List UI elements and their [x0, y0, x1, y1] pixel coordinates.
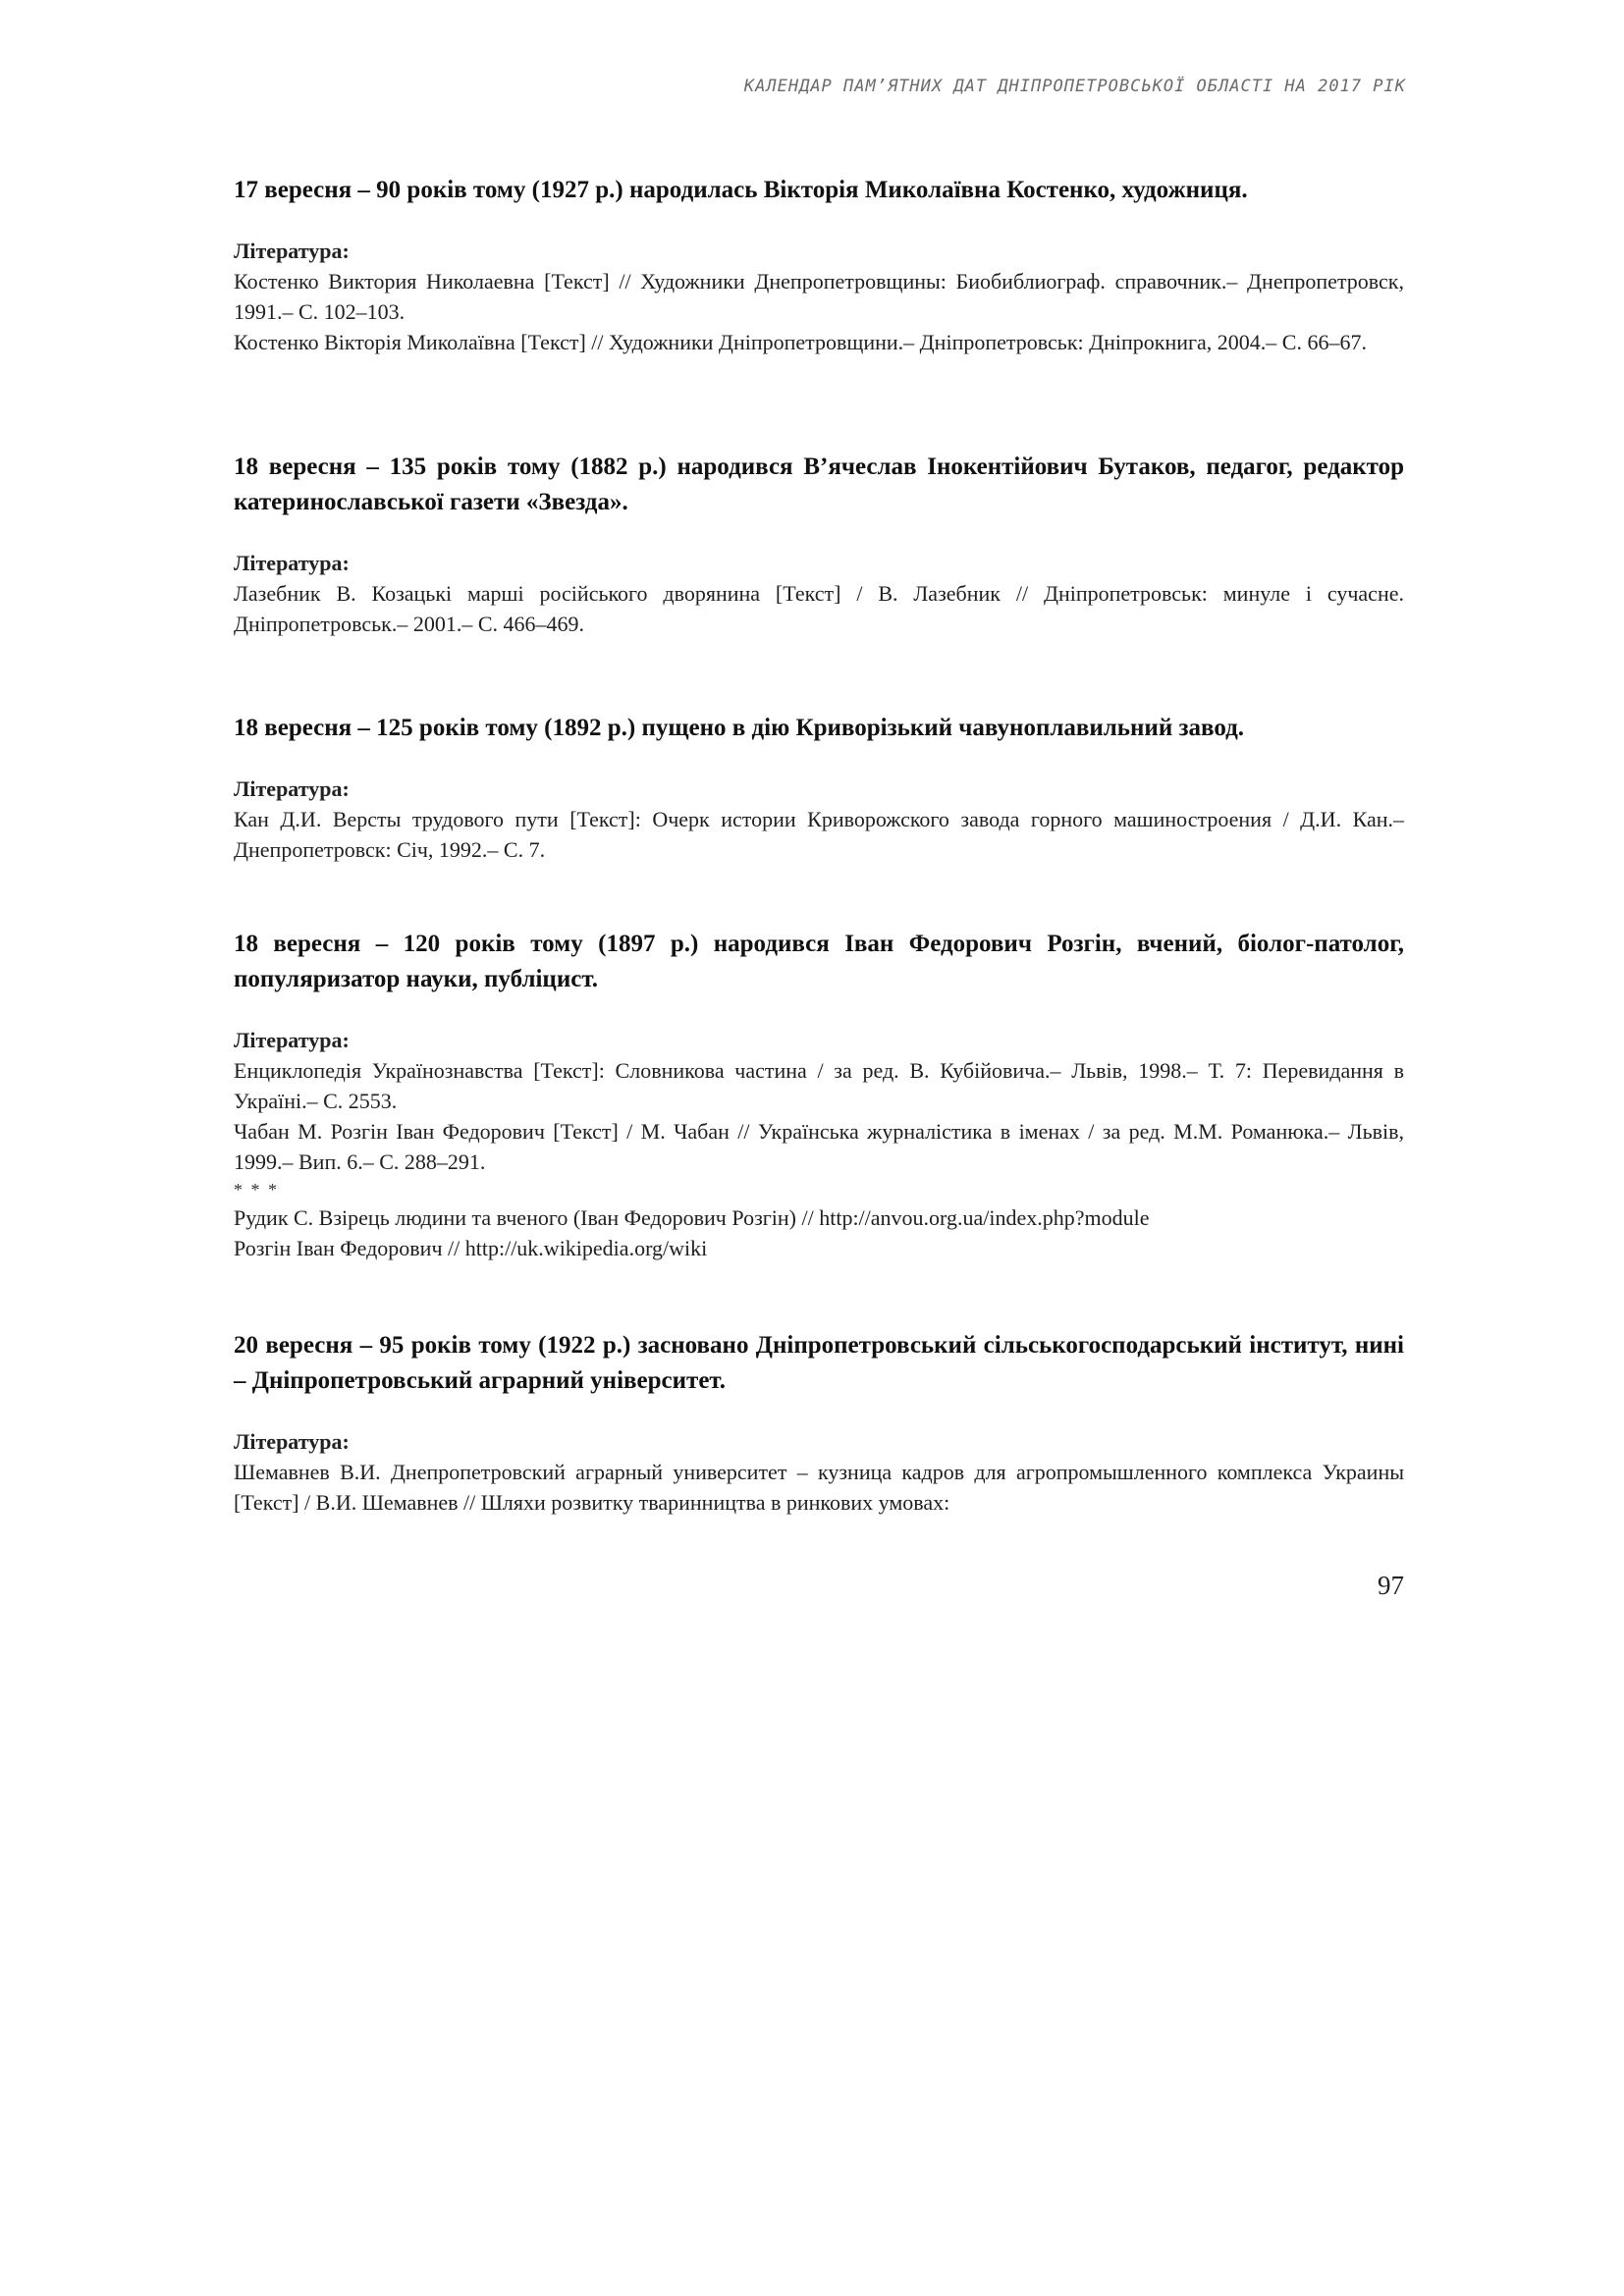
literature-label: Література: — [234, 239, 350, 263]
section-separator: * * * — [234, 1180, 279, 1200]
online-reference-item: Розгін Іван Федорович // http://uk.wikipedia.org/wiki — [234, 1236, 708, 1260]
reference-item: Костенко Виктория Николаевна [Текст] // Художники Днепропетровщины: Биобиблиограф. справочник.– Днепропетровск, 1991.– С. 102–103. — [234, 269, 1404, 324]
page-number: 97 — [1378, 1571, 1404, 1600]
calendar-entry — [234, 711, 1404, 865]
calendar-entry — [234, 927, 1404, 1263]
literature-label: Література: — [234, 776, 350, 801]
running-header: КАЛЕНДАР ПАМ’ЯТНИХ ДАТ ДНІПРОПЕТРОВСЬКОЇ ОБЛАСТІ НА 2017 РІК — [743, 77, 1406, 96]
literature-label: Література: — [234, 1028, 350, 1052]
reference-item: Костенко Вікторія Миколаївна [Текст] // Художники Дніпропетровщини.– Дніпропетровськ: Дніпрокнига, 2004.– С. 66–67. — [234, 330, 1367, 354]
entry-title: 18 вересня – 120 років тому (1897 р.) народився Іван Федорович Розгін, вчений, біолог-патолог, популяризатор науки, публіцист. — [234, 931, 1404, 992]
calendar-entry — [234, 173, 1404, 357]
literature-label: Література: — [234, 551, 350, 575]
reference-item: Шемавнев В.И. Днепропетровский аграрный университет – кузница кадров для агропромышленного комплекса Украины [Текст] / В.И. Шемавнев // Шляхи розвитку тваринництва в ринкових умовах: — [234, 1460, 1404, 1515]
reference-item: Кан Д.И. Версты трудового пути [Текст]: Очерк истории Криворожского завода горного машиностроения / Д.И. Кан.– Днепропетровск: Січ, 1992.– С. 7. — [234, 807, 1404, 862]
entry-title: 17 вересня – 90 років тому (1927 р.) народилась Вікторія Миколаївна Костенко, художниця. — [234, 177, 1248, 203]
calendar-entry — [234, 450, 1404, 639]
calendar-entry — [234, 1328, 1404, 1518]
literature-label: Література: — [234, 1429, 350, 1454]
reference-item: Чабан М. Розгін Іван Федорович [Текст] / М. Чабан // Українська журналістика в іменах / за ред. М.М. Романюка.– Львів, 1999.– Вип. 6.– С. 288–291. — [234, 1119, 1404, 1174]
reference-item: Енциклопедія Українознавства [Текст]: Словникова частина / за ред. В. Кубійовича.– Львів, 1998.– Т. 7: Перевидання в Україні.– С. 2553. — [234, 1058, 1404, 1113]
entry-title: 18 вересня – 125 років тому (1892 р.) пущено в дію Криворізький чавуноплавильний завод. — [234, 715, 1245, 741]
online-reference-item: Рудик С. Взірець людини та вченого (Іван Федорович Розгін) // http://anvou.org.ua/index.php?module — [234, 1205, 1150, 1230]
entry-title: 18 вересня – 135 років тому (1882 р.) народився В’ячеслав Інокентійович Бутаков, педагог, редактор катеринославської газети «Звезда». — [234, 454, 1404, 515]
reference-item: Лазебник В. Козацькі марші російського дворянина [Текст] / В. Лазебник // Дніпропетровськ: минуле і сучасне. Дніпропетровськ.– 2001.– С. 466–469. — [234, 581, 1404, 636]
entry-title: 20 вересня – 95 років тому (1922 р.) засновано Дніпропетровський сільськогосподарський інститут, нині – Дніпропетровський аграрний університет. — [234, 1332, 1404, 1394]
